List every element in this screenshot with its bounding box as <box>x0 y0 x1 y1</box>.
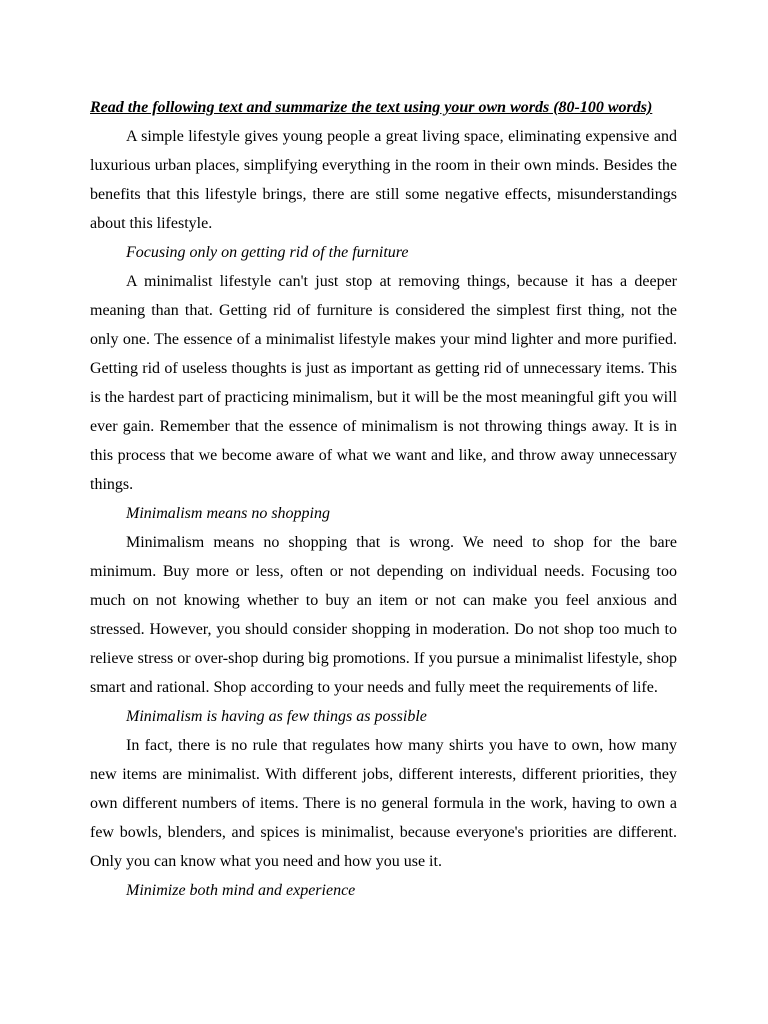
section-heading-few-things: Minimalism is having as few things as possible <box>126 708 427 725</box>
document-page <box>90 93 677 905</box>
section-heading-furniture: Focusing only on getting rid of the furniture <box>126 244 409 261</box>
intro-paragraph: A simple lifestyle gives young people a great living space, eliminating expensive and luxurious urban places, simplifying everything in the room in their own minds. Besides the benefits that this lifestyle brings, there are still some negative effects, misunderstandings about this lifestyle. <box>90 128 677 232</box>
section-body-furniture: A minimalist lifestyle can't just stop at removing things, because it has a deeper meaning than that. Getting rid of furniture is considered the simplest first thing, not the only one. The essence of a minimalist lifestyle makes your mind lighter and more purified. Getting rid of useless thoughts is just as important as getting rid of unnecessary items. This is the hardest part of practicing minimalism, but it will be the most meaningful gift you will ever gain. Remember that the essence of minimalism is not throwing things away. It is in this process that we become aware of what we want and like, and throw away unnecessary things. <box>90 273 678 493</box>
section-heading-no-shopping: Minimalism means no shopping <box>126 505 330 522</box>
instruction-text: Read the following text and summarize the text using your own words (80-100 words) <box>90 99 653 116</box>
section-heading-mind-experience: Minimize both mind and experience <box>126 882 356 899</box>
section-body-no-shopping: Minimalism means no shopping that is wrong. We need to shop for the bare minimum. Buy more or less, often or not depending on individual needs. Focusing too much on not knowing whether to buy an item or not can make you feel anxious and stressed. However, you should consider shopping in moderation. Do not shop too much to relieve stress or over-shop during big promotions. If you pursue a minimalist lifestyle, shop smart and rational. Shop according to your needs and fully meet the requirements of life. <box>90 534 677 696</box>
section-body-few-things: In fact, there is no rule that regulates how many shirts you have to own, how many new items are minimalist. With different jobs, different interests, different priorities, they own different numbers of items. There is no general formula in the work, having to own a few bowls, blenders, and spices is minimalist, because everyone's priorities are different. Only you can know what you need and how you use it. <box>90 737 677 870</box>
